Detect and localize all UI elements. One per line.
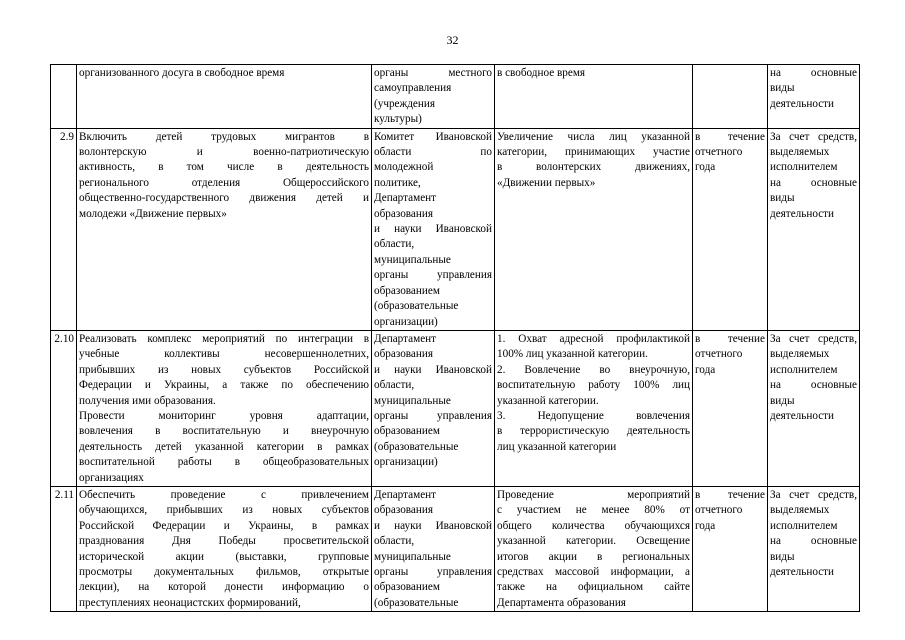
cell-task [77, 128, 372, 330]
cell-line: вовлечения в воспитательную и внеурочную [79, 425, 369, 438]
cell-line: деятельности [770, 207, 835, 220]
cell-line: на основные [770, 379, 857, 392]
cell-line: выделяемых [770, 504, 830, 517]
cell-line: деятельности [770, 566, 835, 578]
cell-line: года [695, 363, 716, 376]
cell-line: в течение [695, 332, 765, 345]
cell-line: указанной категории. Освещение [497, 535, 690, 548]
cell-task [77, 486, 372, 611]
cell-line: итогов акции в региональных [497, 550, 690, 563]
cell-line: Комитет Ивановской [374, 130, 492, 143]
cell-line: области, [374, 535, 415, 548]
cell-line: органы управления [374, 409, 492, 422]
cell-term [693, 128, 768, 330]
cell-line: в волонтерских движениях, [497, 161, 690, 174]
cell-line: отчетного [695, 504, 743, 517]
cell-line: Российской Федерации и Украины, в рамках [79, 519, 369, 532]
cell-line: отчетного [695, 146, 743, 159]
cell-line: области по [374, 146, 492, 159]
cell-line: организациях [79, 471, 144, 484]
cell-line: Увеличение числа лиц указанной [497, 130, 690, 143]
cell-line: и науки Ивановской [374, 519, 492, 532]
cell-line: образования [374, 348, 434, 361]
cell-line: организованного досуга в свободное время [79, 67, 285, 79]
cell-line: в течение [695, 130, 765, 143]
cell-line: Проведение мероприятий [497, 488, 690, 501]
cell-executor [372, 486, 495, 611]
cell-line: лиц указанной категории [497, 440, 617, 453]
cell-line: регионального отделения Общероссийского [79, 176, 369, 189]
cell-funding [768, 486, 860, 611]
cell-line: молодежной [374, 161, 434, 174]
cell-line: на основные [770, 67, 857, 79]
cell-line: воспитательную работу 100% лиц [497, 379, 690, 392]
cell-term [693, 330, 768, 486]
cell-line: (образовательные [374, 440, 459, 453]
cell-line: исполнителем [770, 161, 838, 174]
cell-term [693, 65, 768, 129]
cell-line: молодежи «Движение первых» [79, 207, 227, 220]
cell-line: органы управления [374, 269, 492, 282]
cell-line: муниципальные [374, 253, 451, 266]
cell-line: 100% лиц указанной категории. [497, 348, 648, 361]
cell-result [495, 330, 693, 486]
cell-line: в течение [695, 488, 765, 501]
cell-line: области, [374, 379, 415, 392]
measures-table [50, 64, 860, 612]
cell-line: воспитательной работы в общеобразовательных [79, 456, 369, 469]
cell-executor [372, 128, 495, 330]
table-row [51, 65, 860, 129]
cell-line: преступлениях неонацистских формирований, [79, 596, 301, 609]
cell-line: виды [770, 394, 795, 407]
cell-line: виды [770, 82, 795, 95]
cell-line: в террористическую деятельность [497, 425, 690, 438]
cell-line: Департамент [374, 192, 437, 205]
cell-line: Департамента образования [497, 596, 626, 609]
cell-line: выделяемых [770, 348, 830, 361]
cell-line: 1. Охват адресной профилактикой [497, 332, 690, 345]
cell-executor [372, 65, 495, 129]
cell-line: муниципальные [374, 394, 451, 407]
cell-line: Провести мониторинг уровня адаптации, [79, 409, 369, 422]
cell-line: 3. Недопущение вовлечения [497, 409, 690, 422]
cell-line: деятельности [770, 409, 835, 422]
cell-line: Включить детей трудовых мигрантов в [79, 130, 369, 143]
cell-line: культуры) [374, 113, 422, 126]
cell-line: указанной категории. [497, 394, 599, 407]
cell-line: виды [770, 192, 795, 205]
cell-line: За счет средств, [770, 130, 857, 143]
cell-line: прибывших из новых субъектов Российской [79, 363, 369, 376]
cell-line: активность, в том числе в деятельность [79, 161, 369, 174]
cell-line: (учреждения [374, 97, 436, 110]
cell-line: средствах массовой информации, а [497, 566, 690, 578]
cell-line: области, [374, 238, 415, 251]
row-number: 2.11 [51, 486, 77, 611]
cell-line: организации) [374, 315, 438, 328]
cell-line: (образовательные [374, 300, 459, 313]
cell-line: учебные коллективы несовершеннолетних, [79, 348, 369, 361]
cell-funding [768, 330, 860, 486]
cell-line: Федерации и Украины, а также по обеспечению [79, 379, 369, 392]
cell-line: Реализовать комплекс мероприятий по интеграции в [79, 332, 369, 345]
cell-line: муниципальные [374, 550, 451, 563]
cell-task [77, 65, 372, 129]
cell-line: исполнителем [770, 519, 838, 532]
cell-line: За счет средств, [770, 488, 857, 501]
cell-line: на основные [770, 535, 857, 548]
cell-term [693, 486, 768, 611]
cell-line: и науки Ивановской [374, 363, 492, 376]
cell-line: За счет средств, [770, 332, 857, 345]
cell-line: также на официальном сайте [497, 581, 690, 594]
cell-line: волонтерскую и военно-патриотическую [79, 146, 369, 159]
cell-line: на основные [770, 176, 857, 189]
cell-line: деятельность детей указанной категории в рамках [79, 440, 369, 453]
cell-line: образованием [374, 425, 440, 438]
table-row [51, 128, 860, 330]
table-row [51, 486, 860, 611]
cell-line: политике, [374, 176, 421, 189]
cell-task [77, 330, 372, 486]
cell-line: образования [374, 504, 434, 517]
cell-line: органы управления [374, 566, 492, 578]
row-number: 2.9 [51, 128, 77, 330]
page-number: 32 [446, 33, 459, 47]
cell-line: и науки Ивановской [374, 223, 492, 236]
cell-line: лекции), на которой донести информацию о [79, 581, 369, 594]
cell-line: получения ими образования. [79, 394, 216, 407]
cell-result [495, 486, 693, 611]
cell-line: образованием [374, 581, 440, 594]
row-number [51, 65, 77, 129]
cell-line: года [695, 161, 716, 174]
cell-line: просмотры документальных фильмов, открытые [79, 566, 369, 578]
cell-line: категории, принимающих участие [497, 146, 690, 159]
table-row [51, 330, 860, 486]
cell-line: организации) [374, 456, 438, 469]
cell-line: (образовательные [374, 596, 459, 609]
cell-line: деятельности [770, 97, 835, 110]
cell-line: Департамент [374, 332, 437, 345]
cell-line: Департамент [374, 488, 437, 501]
cell-result [495, 128, 693, 330]
cell-result [495, 65, 693, 129]
cell-line: виды [770, 550, 795, 563]
cell-line: года [695, 519, 716, 532]
cell-line: 2. Вовлечение во внеурочную, [497, 363, 690, 376]
cell-line: обучающихся, прибывших из новых субъектов [79, 504, 369, 517]
cell-line: в свободное время [497, 67, 586, 79]
cell-line: «Движении первых» [497, 176, 596, 189]
cell-line: отчетного [695, 348, 743, 361]
cell-funding [768, 128, 860, 330]
cell-line: исполнителем [770, 363, 838, 376]
cell-line: образованием [374, 284, 440, 297]
cell-line: самоуправления [374, 82, 452, 95]
cell-line: исторической акции (выставки, групповые [79, 550, 369, 563]
cell-line: Обеспечить проведение с привлечением [79, 488, 369, 501]
cell-line: выделяемых [770, 146, 830, 159]
cell-line: общего количества обучающихся [497, 519, 690, 532]
cell-funding [768, 65, 860, 129]
cell-line: общественно-государственного движения детей и [79, 192, 369, 205]
cell-executor [372, 330, 495, 486]
cell-line: с участием не менее 80% от [497, 504, 690, 517]
cell-line: празднования Дня Победы просветительской [79, 535, 369, 548]
cell-line: образования [374, 207, 434, 220]
cell-line: органы местного [374, 67, 492, 79]
row-number: 2.10 [51, 330, 77, 486]
